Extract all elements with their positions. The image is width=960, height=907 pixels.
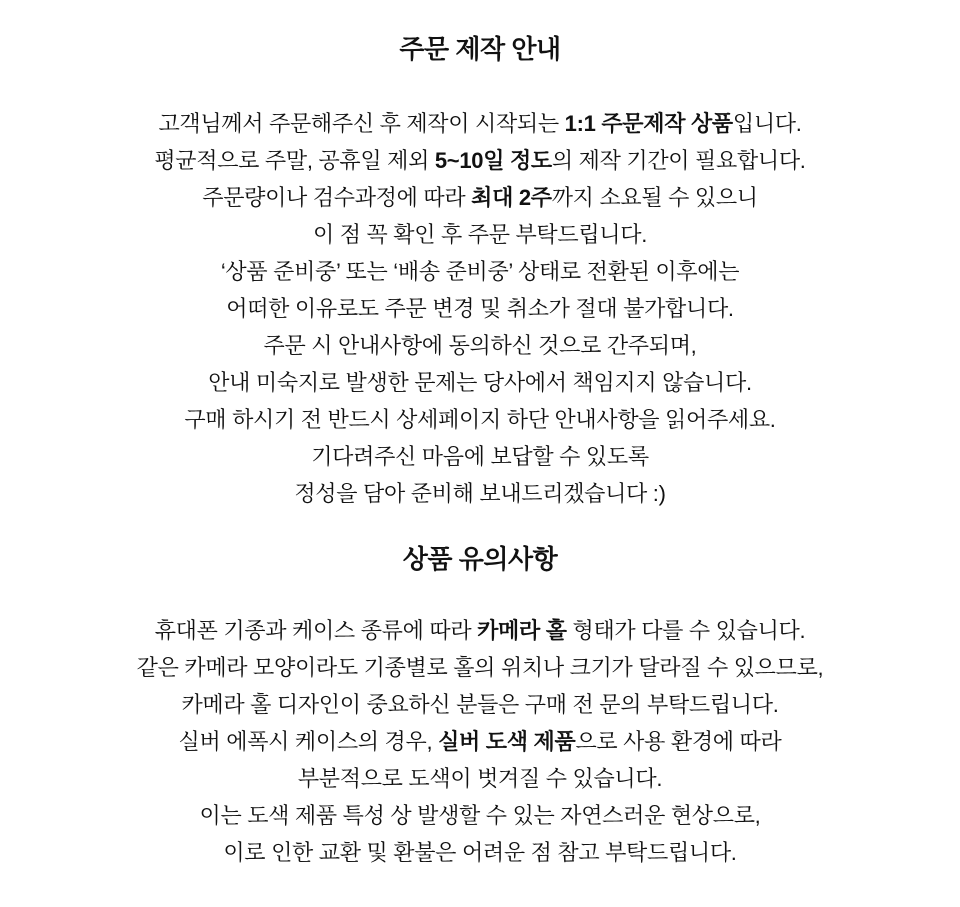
text-line — [0, 438, 960, 475]
body-text: 구매 하시기 전 반드시 상세페이지 하단 안내사항을 읽어주세요. — [184, 407, 776, 432]
body-text: 입니다. — [732, 111, 802, 136]
body-text: 실버 에폭시 케이스의 경우, — [178, 729, 439, 754]
text-line — [0, 475, 960, 512]
emphasis-text: 카메라 홀 — [477, 618, 567, 643]
body-text: 같은 카메라 모양이라도 기종별로 홀의 위치나 크기가 달라질 수 있으므로, — [136, 655, 824, 680]
order-guide-heading: 주문 제작 안내 — [399, 34, 561, 64]
body-text: 주문량이나 검수과정에 따라 — [202, 185, 472, 210]
emphasis-text: 실버 도색 제품 — [438, 729, 576, 754]
body-text: 이로 인한 교환 및 환불은 어려운 점 참고 부탁드립니다. — [223, 840, 737, 865]
body-text: 형태가 다를 수 있습니다. — [566, 618, 806, 643]
section-product-notice — [0, 543, 960, 871]
text-line — [0, 105, 960, 142]
body-text: 휴대폰 기종과 케이스 종류에 따라 — [154, 618, 478, 643]
emphasis-text: 최대 2주 — [471, 185, 552, 210]
text-line — [0, 834, 960, 871]
product-notice-body — [0, 612, 960, 871]
body-text: 부분적으로 도색이 벗겨질 수 있습니다. — [297, 766, 663, 791]
text-line — [0, 686, 960, 723]
emphasis-text: 1:1 주문제작 상품 — [564, 111, 733, 136]
text-line — [0, 401, 960, 438]
body-text: 어떠한 이유로도 주문 변경 및 취소가 절대 불가합니다. — [226, 296, 734, 321]
text-line — [0, 142, 960, 179]
body-text: 기다려주신 마음에 보답할 수 있도록 — [311, 444, 649, 469]
text-line — [0, 179, 960, 216]
text-line — [0, 253, 960, 290]
order-guide-body — [0, 105, 960, 512]
body-text: 이는 도색 제품 특성 상 발생할 수 있는 자연스러운 현상으로, — [199, 803, 761, 828]
body-text: 카메라 홀 디자인이 중요하신 분들은 구매 전 문의 부탁드립니다. — [181, 692, 779, 717]
body-text: 주문 시 안내사항에 동의하신 것으로 간주되며, — [263, 333, 697, 358]
section-order-production-guide — [0, 33, 960, 512]
emphasis-text: 5~10일 정도 — [434, 148, 552, 173]
body-text: 이 점 꼭 확인 후 주문 부탁드립니다. — [312, 222, 647, 247]
text-line — [0, 327, 960, 364]
text-line — [0, 290, 960, 327]
text-line — [0, 797, 960, 834]
body-text: 평균적으로 주말, 공휴일 제외 — [154, 148, 435, 173]
body-text: 고객님께서 주문해주신 후 제작이 시작되는 — [158, 111, 565, 136]
text-line — [0, 216, 960, 253]
body-text: 까지 소요될 수 있으니 — [551, 185, 758, 210]
text-line — [0, 612, 960, 649]
product-notice-heading: 상품 유의사항 — [402, 544, 558, 574]
body-text: 의 제작 기간이 필요합니다. — [551, 148, 806, 173]
text-line — [0, 723, 960, 760]
body-text: ‘상품 준비중’ 또는 ‘배송 준비중’ 상태로 전환된 이후에는 — [220, 259, 740, 284]
text-line — [0, 649, 960, 686]
body-text: 정성을 담아 준비해 보내드리겠습니다 :) — [294, 481, 666, 506]
body-text: 안내 미숙지로 발생한 문제는 당사에서 책임지지 않습니다. — [208, 370, 752, 395]
text-line — [0, 364, 960, 401]
body-text: 으로 사용 환경에 따라 — [575, 729, 782, 754]
text-line — [0, 760, 960, 797]
